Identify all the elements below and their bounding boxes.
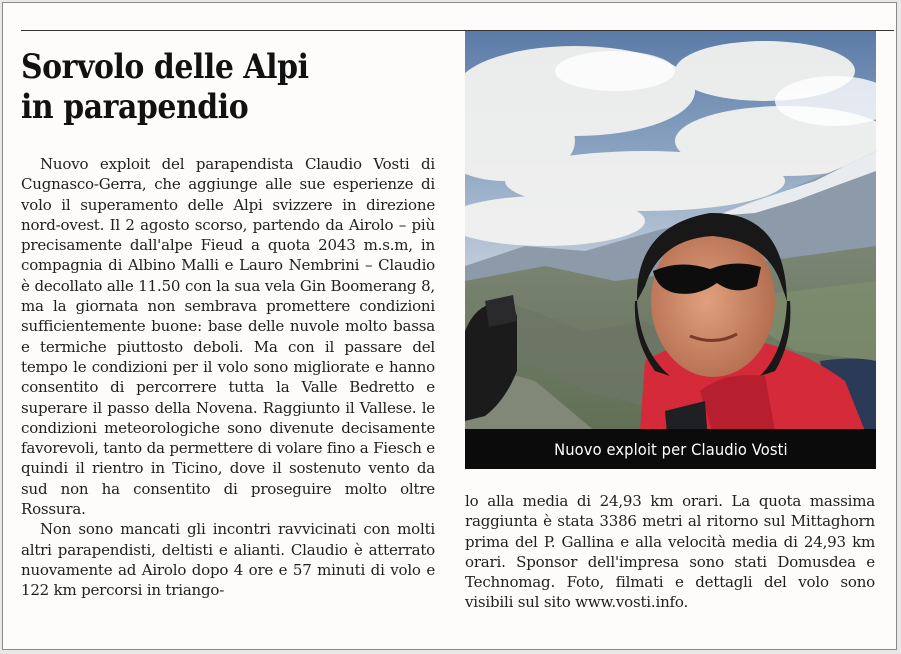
article-column-right <box>465 491 875 613</box>
newspaper-clipping <box>2 2 897 650</box>
photo-caption-bar <box>465 429 876 469</box>
article-paragraph-continued: lo alla media di 24,93 km orari. La quota massima raggiunta è stata 3386 metri al ritorno sul Mittaghorn prima del P. Gallina e alla velocità media di 24,93 km orari. Sponsor dell'impresa sono stati Domusdea e Technomag. Foto, filmati e dettagli del volo sono visibili sul sito www.vosti.info. <box>465 492 875 612</box>
headline-line-2: in parapendio <box>21 87 249 127</box>
headline-line-1: Sorvolo delle Alpi <box>21 47 309 87</box>
article-paragraph: Non sono mancati gli incontri ravvicinati con molti altri parapendisti, deltisti e alianti. Claudio è atterrato nuovamente ad Airolo dopo 4 ore e 57 minuti di volo e 122 km percorsi in triango- <box>21 520 435 600</box>
photo-caption: Nuovo exploit per Claudio Vosti <box>553 439 788 459</box>
article-photo <box>465 31 876 469</box>
article-paragraph: Nuovo exploit del parapendista Claudio Vosti di Cugnasco-Gerra, che aggiunge alle sue esperienze di volo il superamento delle Alpi svizzere in direzione nord-ovest. Il 2 agosto scorso, partendo da Airolo – più precisamente dall'alpe Fieud a quota 2043 m.s.m, in compagnia di Albino Malli e Lauro Nembrini – Claudio è decollato alle 11.50 con la sua vela Gin Boomerang 8, ma la giornata non sembrava promettere condizioni sufficientemente buone: base delle nuvole molto bassa e termiche piuttosto deboli. Ma con il passare del tempo le condizioni per il volo sono migliorate e hanno consentito di percorrere tutta la Valle Bedretto e superare il passo della Novena. Raggiunto il Vallese. le condizioni meteorologiche sono divenute decisamente favorevoli, tanto da permettere di volare fino a Fiesch e quindi il rientro in Ticino, dove il sostenuto vento da sud non ha consentito di proseguire molto oltre Rossura. <box>21 155 435 519</box>
headline <box>21 47 391 127</box>
article-column-left <box>21 154 435 601</box>
paraglider-selfie-image <box>465 31 876 469</box>
